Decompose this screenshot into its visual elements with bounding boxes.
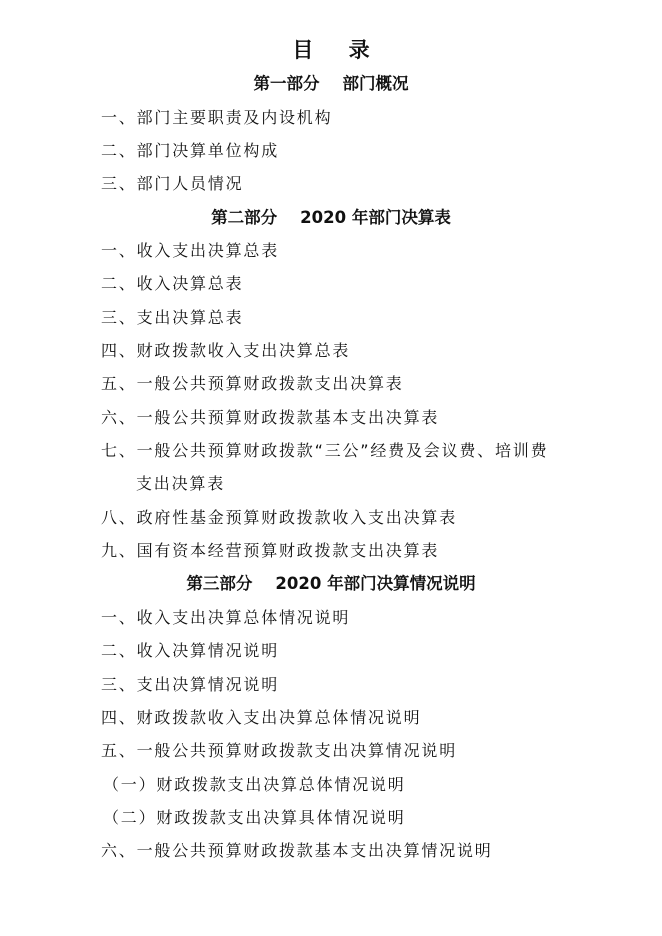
toc-subitem: （二）财政拨款支出决算具体情况说明: [103, 808, 406, 827]
toc-item: 三、支出决算情况说明: [101, 675, 280, 694]
toc-subitem: （一）财政拨款支出决算总体情况说明: [103, 775, 406, 794]
toc-item: 二、收入决算情况说明: [101, 641, 280, 660]
toc-item: 一、部门主要职责及内设机构: [101, 108, 333, 127]
toc-item: 三、支出决算总表: [101, 308, 244, 327]
toc-item: 一、收入支出决算总体情况说明: [101, 608, 351, 627]
toc-item: 三、部门人员情况: [101, 174, 244, 193]
toc-item: 二、部门决算单位构成: [101, 141, 280, 160]
toc-item: 八、政府性基金预算财政拨款收入支出决算表: [101, 508, 458, 527]
toc-item-continuation: 支出决算表: [136, 474, 226, 493]
toc-item: 五、一般公共预算财政拨款支出决算表: [101, 374, 404, 393]
section-heading-part-1: 第一部分 部门概况: [253, 74, 409, 93]
toc-item: 六、一般公共预算财政拨款基本支出决算情况说明: [101, 841, 493, 860]
section-heading-part-3: 第三部分 2020 年部门决算情况说明: [186, 574, 476, 593]
toc-item: 一、收入支出决算总表: [101, 241, 280, 260]
toc-item: 四、财政拨款收入支出决算总表: [101, 341, 351, 360]
toc-item: 二、收入决算总表: [101, 274, 244, 293]
section-heading-part-2: 第二部分 2020 年部门决算表: [211, 208, 451, 227]
toc-title: 目 录: [292, 38, 384, 62]
toc-item: 五、一般公共预算财政拨款支出决算情况说明: [101, 741, 458, 760]
toc-item: 四、财政拨款收入支出决算总体情况说明: [101, 708, 422, 727]
toc-item: 九、国有资本经营预算财政拨款支出决算表: [101, 541, 440, 560]
toc-item: 六、一般公共预算财政拨款基本支出决算表: [101, 408, 440, 427]
toc-item: 七、一般公共预算财政拨款“三公”经费及会议费、培训费: [101, 441, 549, 460]
